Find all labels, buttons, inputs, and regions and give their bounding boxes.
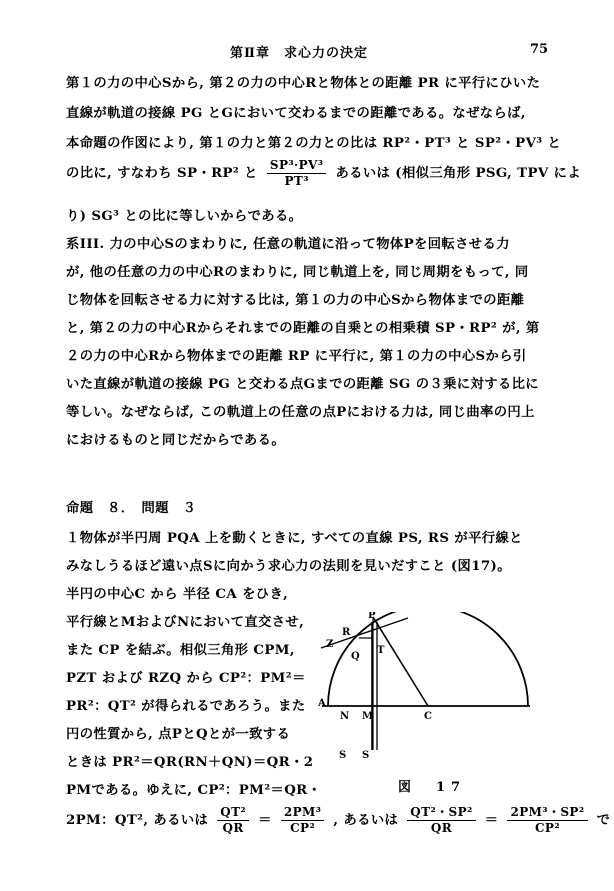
fraction-denominator: CP²: [534, 821, 560, 835]
text-line: PMである。ゆえに, CP²：PM²＝QR・: [66, 783, 322, 798]
text-line: 直線が軌道の接線 PG とGにおいて交わるまでの距離である。なぜならば,: [66, 106, 526, 121]
fraction-denominator: QR: [222, 821, 244, 835]
running-head: 第Ⅱ章 求心力の決定: [230, 46, 368, 61]
text-line: と, 第２の力の中心Rからそれまでの距離の自乗との相乗積 SP・RP² が, 第: [66, 321, 540, 336]
equals-sign: ＝: [484, 813, 499, 828]
fraction: [507, 805, 587, 836]
fraction-numerator: SP³·PV³: [267, 158, 327, 174]
fraction: [217, 805, 249, 836]
fraction-denominator: CP²: [290, 821, 316, 835]
label-t: T: [377, 645, 385, 656]
fraction-numerator: 2PM³・SP²: [507, 805, 587, 821]
text-line: PZT および RZQ から CP²：PM²＝: [66, 671, 306, 686]
text-line: いた直線が軌道の接線 PG と交わる点Gまでの距離 SG の３乗に対する比に: [66, 377, 539, 392]
text-line: 平行線とMおよびNにおいて直交させ,: [66, 615, 305, 630]
fraction-numerator: 2PM³: [281, 805, 325, 821]
text-span: で: [596, 813, 611, 828]
text-span: 2PM：QT², あるいは: [66, 813, 209, 828]
text-line: におけるものと同じだからである。: [66, 433, 286, 448]
label-n: N: [340, 711, 350, 722]
tangent-line: [321, 618, 408, 648]
text-line: ２の力の中心Rから物体までの距離 RP に平行に, 第１の力の中心Sから引: [66, 349, 527, 364]
proposition-heading: 命題 ８． 問題 ３: [66, 501, 197, 516]
figure-17-diagram: [318, 612, 530, 764]
text-line: PR²：QT² が得られるであろう。また: [66, 699, 306, 714]
text-span: , あるいは: [333, 813, 399, 828]
label-z: Z: [326, 639, 334, 650]
text-line: また CP を結ぶ。相似三角形 CPM,: [66, 643, 295, 658]
page-number: 75: [530, 42, 549, 57]
fraction-denominator: QR: [430, 821, 453, 835]
label-s: S: [362, 750, 370, 761]
fraction: [407, 805, 475, 836]
label-m: M: [362, 711, 374, 722]
fraction-denominator: PT³: [284, 174, 309, 188]
label-s: S: [339, 750, 347, 761]
equation-line: [66, 805, 610, 836]
label-p: P: [368, 612, 376, 621]
label-a: A: [318, 698, 326, 709]
text-line: 半円の中心C から 半径 CA をひき,: [66, 587, 289, 602]
label-r: R: [342, 627, 351, 638]
text-line: り) SG³ との比に等しいからである。: [66, 209, 303, 224]
text-line: が, 他の任意の力の中心Rのまわりに, 同じ軌道上を, 同じ周期をもって, 同: [66, 265, 529, 280]
text-span: あるいは (相似三角形 PSG, TPV によ: [335, 166, 582, 181]
text-line: 第１の力の中心Sから, 第２の力の中心Rと物体との距離 PR に平行にひいた: [66, 76, 541, 91]
fraction-numerator: QT²・SP²: [407, 805, 475, 821]
label-q: Q: [351, 651, 360, 662]
radius-cp: [373, 617, 428, 706]
fraction: [281, 805, 325, 836]
text-line: 等しい。なぜならば, この軌道上の任意の点Pにおける力は, 同じ曲率の円上: [66, 405, 535, 420]
text-line: じ物体を回転させる力に対する比は, 第１の力の中心Sから物体までの距離: [66, 293, 525, 308]
text-line: 系III. 力の中心Sのまわりに, 任意の軌道に沿って物体Pを回転させる力: [66, 237, 510, 252]
fraction: [267, 158, 327, 189]
fraction-numerator: QT²: [217, 805, 249, 821]
text-line: １物体が半円周 PQA 上を動くときに, すべての直線 PS, RS が平行線と: [66, 531, 523, 546]
text-line: みなしうるほど遠い点Sに向かう求心力の法則を見いだすこと (図17)。: [66, 559, 511, 574]
figure-caption: 図 17: [398, 780, 467, 795]
equals-sign: ＝: [258, 813, 272, 828]
label-c: C: [424, 711, 432, 722]
text-line: 円の性質から, 点PとQとが一致する: [66, 727, 291, 742]
text-line-with-fraction: [66, 158, 581, 189]
text-line: 本命題の作図により, 第１の力と第２の力との比は RP²・PT³ と SP²・PV³ と: [66, 136, 562, 151]
text-line: ときは PR²＝QR(RN＋QN)＝QR・2: [66, 755, 314, 770]
text-span: の比に, すなわち SP・RP² と: [66, 166, 258, 181]
